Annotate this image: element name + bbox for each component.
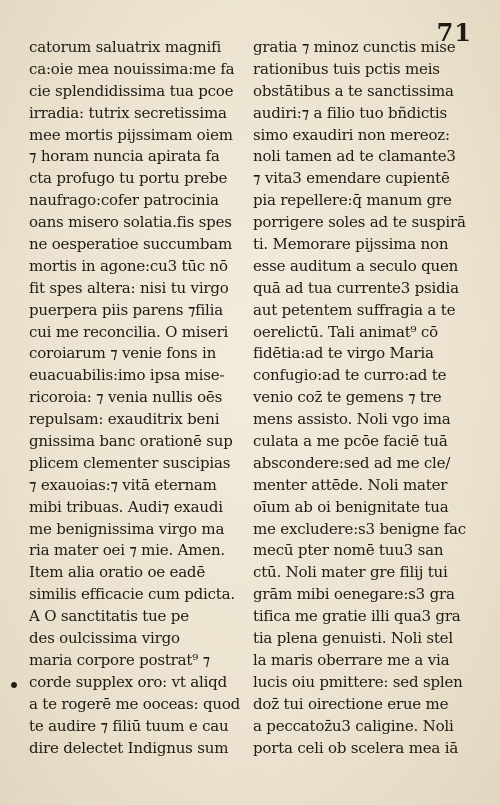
text-line: aut petentem suffragia a te: [253, 300, 456, 319]
text-line: la maris oberrare me a via: [253, 650, 450, 669]
text-line: esse auditum a seculo quen: [253, 256, 459, 275]
text-line: me benignissima virgo ma: [29, 519, 225, 538]
text-line: ti. Memorare pijssima non: [253, 235, 449, 254]
margin-dot-mark: [11, 682, 17, 688]
text-line: menter attēde. Noli mater: [253, 475, 448, 494]
text-line: me excludere:s3 benigne fac: [253, 519, 466, 538]
text-line: audiri:⁊ a filio tuo bñdictis: [253, 103, 447, 122]
text-line: a te rogerē me ooceas: quod: [29, 694, 241, 713]
text-line: quā ad tua currente3 psidia: [253, 278, 459, 297]
text-line: mee mortis pijssimam oiem: [29, 125, 233, 144]
text-line: ricoroia: ⁊ venia nullis oēs: [29, 388, 223, 407]
text-line: a peccatoz̄u3 caligine. Noli: [253, 716, 454, 735]
text-line: gnissima banc orationē sup: [29, 432, 233, 451]
text-line: puerpera piis parens ⁊filia: [29, 300, 223, 319]
text-line: rationibus tuis pctis meis: [253, 59, 440, 78]
text-line: ⁊ vita3 emendare cupientē: [253, 169, 450, 188]
text-line: corde supplex oro: vt aliqd: [29, 672, 227, 691]
text-line: irradia: tutrix secretissima: [29, 103, 227, 122]
page-number: 71: [436, 18, 472, 47]
text-line: repulsam: exauditrix beni: [29, 410, 220, 429]
text-line: obstātibus a te sanctissima: [253, 81, 454, 100]
text-line: tia plena genuisti. Noli stel: [253, 629, 453, 648]
text-line: fidētia:ad te virgo Maria: [253, 344, 434, 363]
text-line: dire delectet Indignus sum: [29, 738, 229, 757]
text-line: cie splendidissima tua pcoe: [29, 81, 234, 100]
text-line: des oulcissima virgo: [29, 629, 180, 648]
text-line: mecū pter nomē tuu3 san: [253, 541, 444, 560]
text-line: porta celi ob scelera mea iā: [253, 738, 459, 757]
text-line: maria corpore postrat⁹ ⁊: [29, 650, 210, 669]
text-line: pia repellere:q̄ manum gre: [253, 191, 452, 210]
left-text-column: [29, 37, 251, 759]
text-line: mens assisto. Noli vgo ima: [253, 410, 451, 429]
text-line: culata a me pcōe faciē tuā: [253, 432, 448, 451]
text-line: simo exaudiri non mereoz:: [253, 125, 450, 144]
text-line: ca:oie mea nouissima:me fa: [29, 59, 235, 78]
text-line: oans misero solatia.fis spes: [29, 213, 232, 232]
text-line: naufrago:cofer patrocinia: [29, 191, 219, 210]
text-line: abscondere:sed ad me cle/: [253, 453, 451, 472]
text-line: porrigere soles ad te suspirā: [253, 213, 466, 232]
text-line: ne oesperatioe succumbam: [29, 235, 233, 254]
text-line: oīum ab oi benignitate tua: [253, 497, 449, 516]
text-line: ⁊ exauoias:⁊ vitā eternam: [29, 475, 217, 494]
text-line: plicem clementer suscipias: [29, 453, 231, 472]
text-line: mibi tribuas. Audi⁊ exaudi: [29, 497, 223, 516]
text-line: A O sanctitatis tue pe: [29, 607, 189, 626]
right-text-column: [253, 37, 475, 759]
text-line: oerelictū. Tali animat⁹ cō: [253, 322, 438, 341]
text-line: te audire ⁊ filiū tuum e cau: [29, 716, 229, 735]
text-line: ctū. Noli mater gre filij tui: [253, 563, 448, 582]
text-line: venio coz̄ te gemens ⁊ tre: [253, 388, 442, 407]
text-line: gratia ⁊ minoz cunctis mise: [253, 38, 456, 56]
text-line: confugio:ad te curro:ad te: [253, 366, 447, 385]
text-line: similis efficacie cum pdicta.: [29, 585, 235, 604]
text-line: ria mater oei ⁊ mie. Amen.: [29, 541, 225, 560]
text-line: catorum saluatrix magnifi: [29, 38, 222, 56]
text-line: grām mibi oenegare:s3 gra: [253, 585, 455, 604]
text-line: Item alia oratio oe eadē: [29, 563, 206, 582]
text-line: ⁊ horam nuncia apirata fa: [29, 147, 220, 166]
text-line: fit spes altera: nisi tu virgo: [29, 278, 229, 297]
text-line: coroiarum ⁊ venie fons in: [29, 344, 217, 363]
text-line: euacuabilis:imo ipsa mise-: [29, 366, 225, 385]
text-line: noli tamen ad te clamante3: [253, 147, 456, 166]
text-line: lucis oiu pmittere: sed splen: [253, 672, 463, 691]
text-line: cta profugo tu portu prebe: [29, 169, 228, 188]
text-line: mortis in agone:cu3 tūc nō: [29, 256, 228, 275]
text-line: tifica me gratie illi qua3 gra: [253, 607, 461, 626]
text-line: cui me reconcilia. O miseri: [29, 322, 229, 341]
text-line: doz̄ tui oirectione erue me: [253, 694, 449, 713]
